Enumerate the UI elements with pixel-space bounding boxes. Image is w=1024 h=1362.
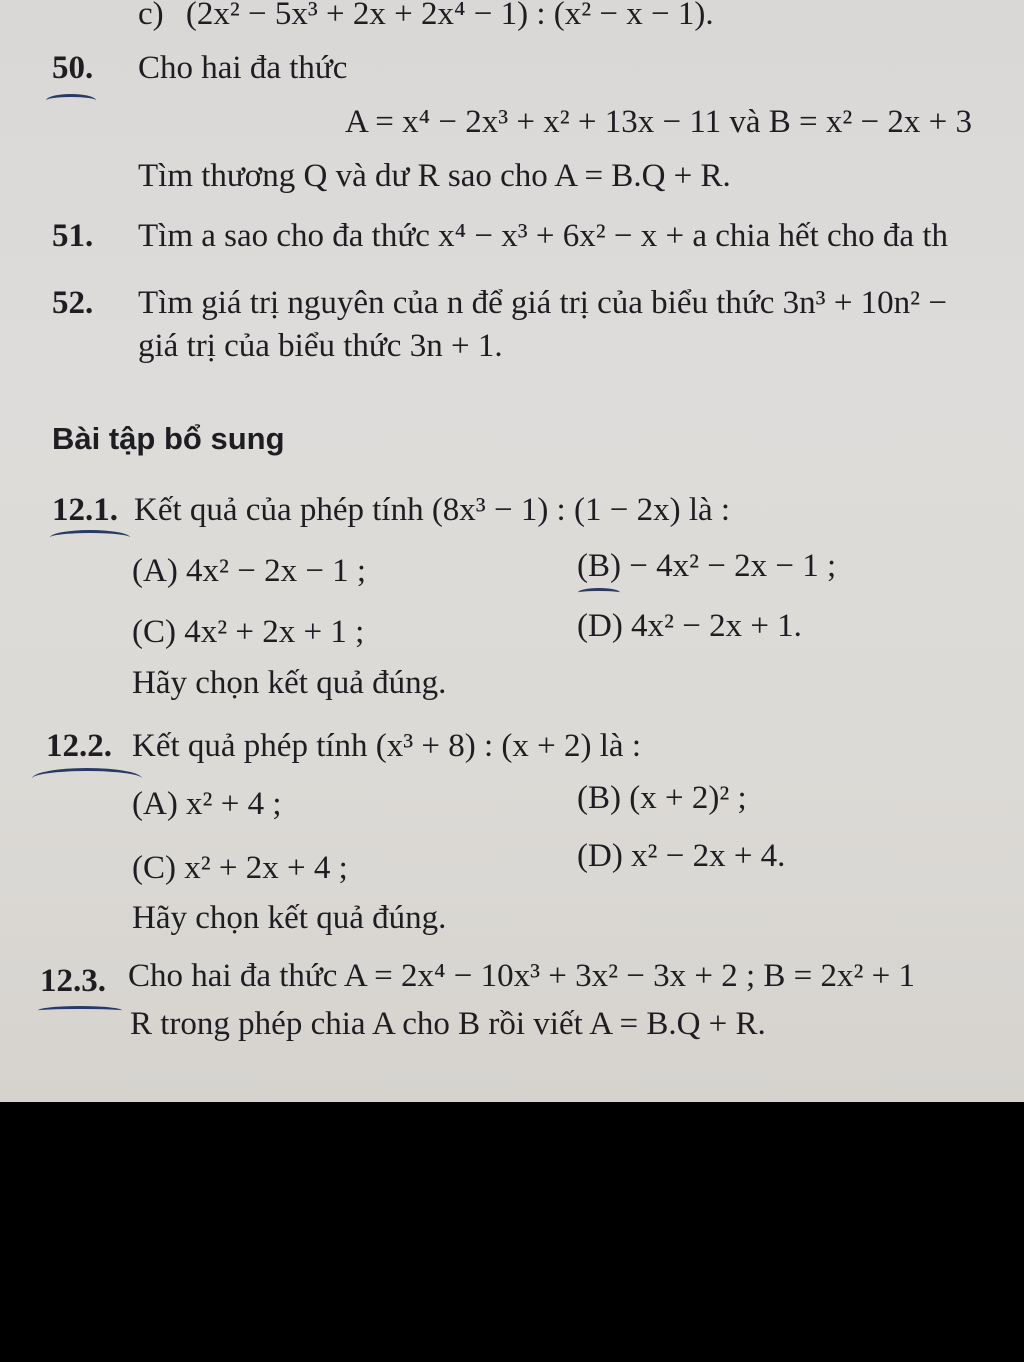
prev-item-label: c): [138, 0, 164, 32]
q121-option-c: (C) 4x² + 2x + 1 ;: [132, 614, 365, 650]
q122-prompt: Hãy chọn kết quả đúng.: [132, 900, 447, 936]
pen-mark-123: [38, 1006, 122, 1015]
pen-mark-121-b: [578, 588, 620, 597]
prev-item-line: [138, 0, 714, 31]
q121-number: 12.1.: [52, 492, 118, 528]
q122-option-b: (B) (x + 2)² ;: [577, 780, 747, 816]
q123-text-1: Cho hai đa thức A = 2x⁴ − 10x³ + 3x² − 3x + 2 ; B = 2x² + 1: [128, 958, 916, 994]
exercise-51-number: 51.: [52, 218, 94, 254]
q121-prompt: Hãy chọn kết quả đúng.: [132, 665, 447, 701]
exercise-52-text-1: Tìm giá trị nguyên của n để giá trị của biểu thức 3n³ + 10n² −: [138, 285, 947, 321]
exercise-52-number: 52.: [52, 285, 94, 321]
exercise-50-number: 50.: [52, 50, 94, 86]
q123-text-2: R trong phép chia A cho B rồi viết A = B.Q + R.: [130, 1006, 766, 1042]
q121-option-b: (B) − 4x² − 2x − 1 ;: [577, 548, 837, 584]
q121-text: Kết quả của phép tính (8x³ − 1) : (1 − 2x) là :: [134, 492, 731, 528]
section-title: Bài tập bổ sung: [52, 421, 285, 456]
q122-option-d: (D) x² − 2x + 4.: [577, 838, 786, 874]
exercise-52-text-2: giá trị của biểu thức 3n + 1.: [138, 328, 503, 364]
exercise-50-text: Cho hai đa thức: [138, 50, 348, 86]
pen-mark-121: [50, 530, 130, 545]
q123-number: 12.3.: [40, 963, 106, 999]
exercise-50-task: Tìm thương Q và dư R sao cho A = B.Q + R.: [138, 158, 731, 194]
exercise-51-text: Tìm a sao cho đa thức x⁴ − x³ + 6x² − x + a chia hết cho đa th: [138, 218, 948, 254]
q122-option-c: (C) x² + 2x + 4 ;: [132, 850, 348, 886]
q121-option-d: (D) 4x² − 2x + 1.: [577, 608, 802, 644]
q122-number: 12.2.: [46, 728, 112, 764]
exercise-50-formula: A = x⁴ − 2x³ + x² + 13x − 11 và B = x² − 2x + 3: [345, 104, 973, 140]
q122-text: Kết quả phép tính (x³ + 8) : (x + 2) là :: [132, 728, 642, 764]
q121-option-a: (A) 4x² − 2x − 1 ;: [132, 553, 367, 589]
pen-mark-50: [46, 94, 96, 107]
q122-option-a: (A) x² + 4 ;: [132, 786, 282, 822]
prev-item-expr: (2x² − 5x³ + 2x + 2x⁴ − 1) : (x² − x − 1).: [185, 0, 714, 32]
pen-mark-122: [32, 768, 142, 789]
